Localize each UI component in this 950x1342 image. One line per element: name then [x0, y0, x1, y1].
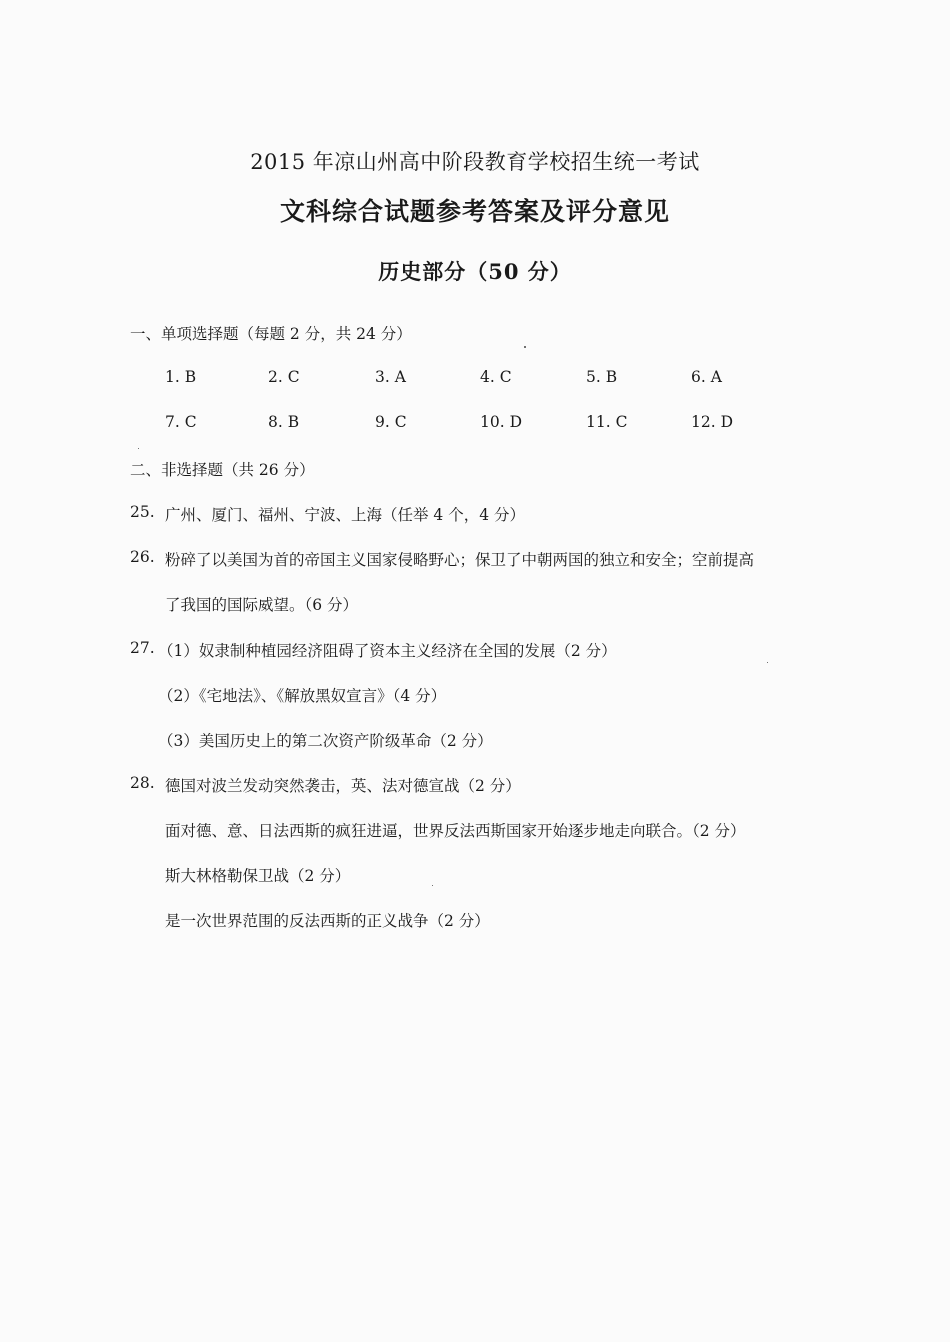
q28-line4: 是一次世界范围的反法西斯的正义战争（2 分） [165, 912, 490, 930]
exam-title: 2015 年凉山州高中阶段教育学校招生统一考试 [250, 150, 700, 174]
document-title: 文科综合试题参考答案及评分意见 [279, 197, 670, 226]
question-number: 28. [130, 774, 155, 792]
answer-item: 2. C [268, 368, 300, 386]
q26-answer: 粉碎了以美国为首的帝国主义国家侵略野心；保卫了中朝两国的独立和安全；空前提高 [165, 551, 755, 569]
answer-item: 3. A [375, 368, 406, 386]
q27-sub1: （1）奴隶制种植园经济阻碍了资本主义经济在全国的发展（2 分） [158, 642, 617, 660]
answer-item: 7. C [165, 413, 197, 431]
question-number: 26. [130, 548, 155, 566]
part2-heading: 二、非选择题（共 26 分） [130, 461, 315, 479]
answer-item: 9. C [375, 413, 407, 431]
section-title: 历史部分（50 分） [378, 259, 572, 284]
q27-sub2: （2）《宅地法》、《解放黑奴宣言》（4 分） [158, 687, 447, 705]
answer-item: 12. D [691, 413, 734, 431]
scan-speck [138, 448, 139, 449]
q28-line3: 斯大林格勒保卫战（2 分） [165, 867, 351, 885]
answer-item: 10. D [480, 413, 523, 431]
q25-answer: 广州、厦门、福州、宁波、上海（任举 4 个，4 分） [165, 506, 526, 524]
q27-sub3: （3）美国历史上的第二次资产阶级革命（2 分） [158, 732, 493, 750]
answer-item: 6. A [691, 368, 722, 386]
q28-line1: 德国对波兰发动突然袭击，英、法对德宣战（2 分） [165, 777, 521, 795]
answer-item: 8. B [268, 413, 300, 431]
q28-line2: 面对德、意、日法西斯的疯狂进逼，世界反法西斯国家开始逐步地走向联合。（2 分） [165, 822, 746, 840]
scan-speck [767, 662, 768, 663]
answer-item: 5. B [586, 368, 618, 386]
answer-item: 4. C [480, 368, 512, 386]
answer-item: 11. C [586, 413, 628, 431]
question-number: 27. [130, 639, 155, 657]
answer-item: 1. B [165, 368, 197, 386]
part1-heading: 一、单项选择题（每题 2 分，共 24 分） [130, 325, 412, 343]
question-number: 25. [130, 503, 155, 521]
scan-speck [432, 885, 433, 886]
scan-speck [524, 346, 526, 348]
q26-answer-cont: 了我国的国际威望。（6 分） [165, 596, 359, 614]
